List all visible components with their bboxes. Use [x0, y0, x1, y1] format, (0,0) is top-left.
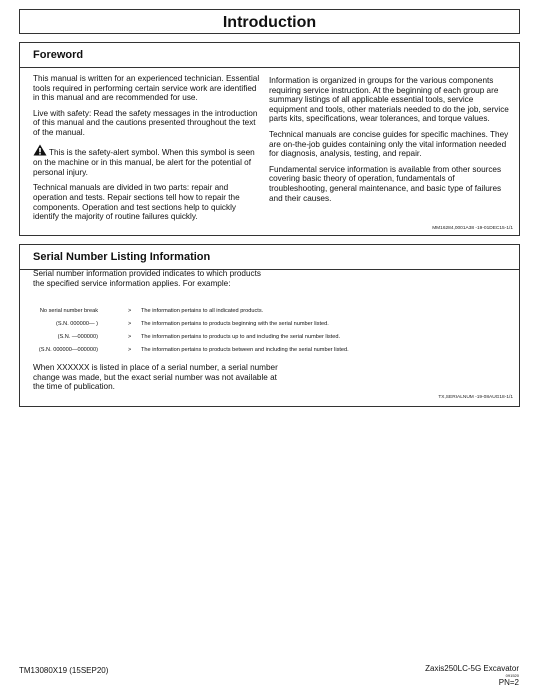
serial-number-section [19, 244, 520, 407]
serial-row [20, 305, 500, 317]
serial-code: (S.N. 000000— ) [56, 321, 98, 327]
serial-intro-text: Serial number information provided indicates to which products the specified service information applies. For example: [33, 269, 262, 288]
page-title: Introduction [19, 9, 520, 34]
serial-arrow: > [128, 321, 132, 327]
foreword-reference: MM16284,0001A38 -19-01DEC15-1/1 [432, 226, 513, 231]
foreword-paragraph: Live with safety: Read the safety messages in the introduction of this manual and the cautions presented throughout the text of the manual. [33, 108, 258, 137]
serial-arrow: > [128, 334, 132, 340]
foreword-paragraph: Technical manuals are concise guides for specific machines. They are on-the-job guides containing only the vital information needed for diagnosis, analysis, testing, and repair. [269, 129, 509, 159]
foreword-paragraph [33, 144, 263, 178]
serial-row [20, 318, 500, 330]
foreword-right-column [269, 76, 509, 209]
serial-description: The information pertains to products beginning with the serial number listed. [141, 321, 329, 327]
serial-code: (S.N. 000000—000000) [38, 347, 98, 353]
page-number: PN=2 [498, 678, 519, 687]
serial-outro-text: When XXXXXX is listed in place of a serial number, a serial number change was made, but the exact serial number was not available at the time of publication. [33, 363, 278, 392]
safety-alert-text: This is the safety-alert symbol. When this symbol is seen on the machine or in this manual, be alert for the potential of personal injury. [33, 147, 255, 177]
serial-row [20, 331, 500, 343]
foreword-paragraph: Technical manuals are divided in two parts: repair and operation and tests. Repair sections tell how to repair the components. Operation and test sections help to quickly identify the majority of routine failures quickly. [33, 183, 240, 222]
serial-code: (S.N. —000000) [57, 334, 98, 340]
serial-arrow: > [128, 308, 132, 314]
serial-arrow: > [128, 347, 132, 353]
foreword-heading: Foreword [20, 43, 519, 68]
document-number: TM13080X19 (15SEP20) [19, 666, 109, 675]
foreword-left-column [33, 74, 263, 228]
foreword-paragraph: This manual is written for an experienced technician. Essential tools required in performing certain service work are identified in this manual and are recommended for use. [33, 74, 260, 103]
serial-description: The information pertains to products up to and including the serial number listed. [141, 334, 341, 340]
serial-description: The information pertains to all indicated products. [141, 308, 264, 314]
serial-row [20, 344, 500, 356]
foreword-paragraph: Information is organized in groups for the various components requiring service instruction. At the beginning of each group are summary listings of all applicable essential tools, service equipment and tools, other materials needed to do the job, service parts kits, specifications, wear tolerances, and torque values. [269, 76, 509, 124]
serial-heading: Serial Number Listing Information [20, 245, 519, 270]
foreword-section [19, 42, 520, 236]
footer-date-code: 091520 [505, 673, 519, 678]
serial-code: No serial number break [39, 308, 98, 314]
serial-description: The information pertains to products between and including the serial number listed. [141, 347, 349, 353]
safety-alert-icon [33, 144, 47, 159]
footer-machine-title: Zaxis250LC-5G Excavator [425, 664, 519, 673]
foreword-paragraph: Fundamental service information is available from other sources covering basic theory of operation, fundamentals of troubleshooting, general maintenance, and basic type of failures and their causes. [269, 164, 502, 203]
serial-reference: TX,SERIALNUM -19-08AUG18-1/1 [438, 395, 513, 400]
footer-right-block [425, 664, 519, 687]
